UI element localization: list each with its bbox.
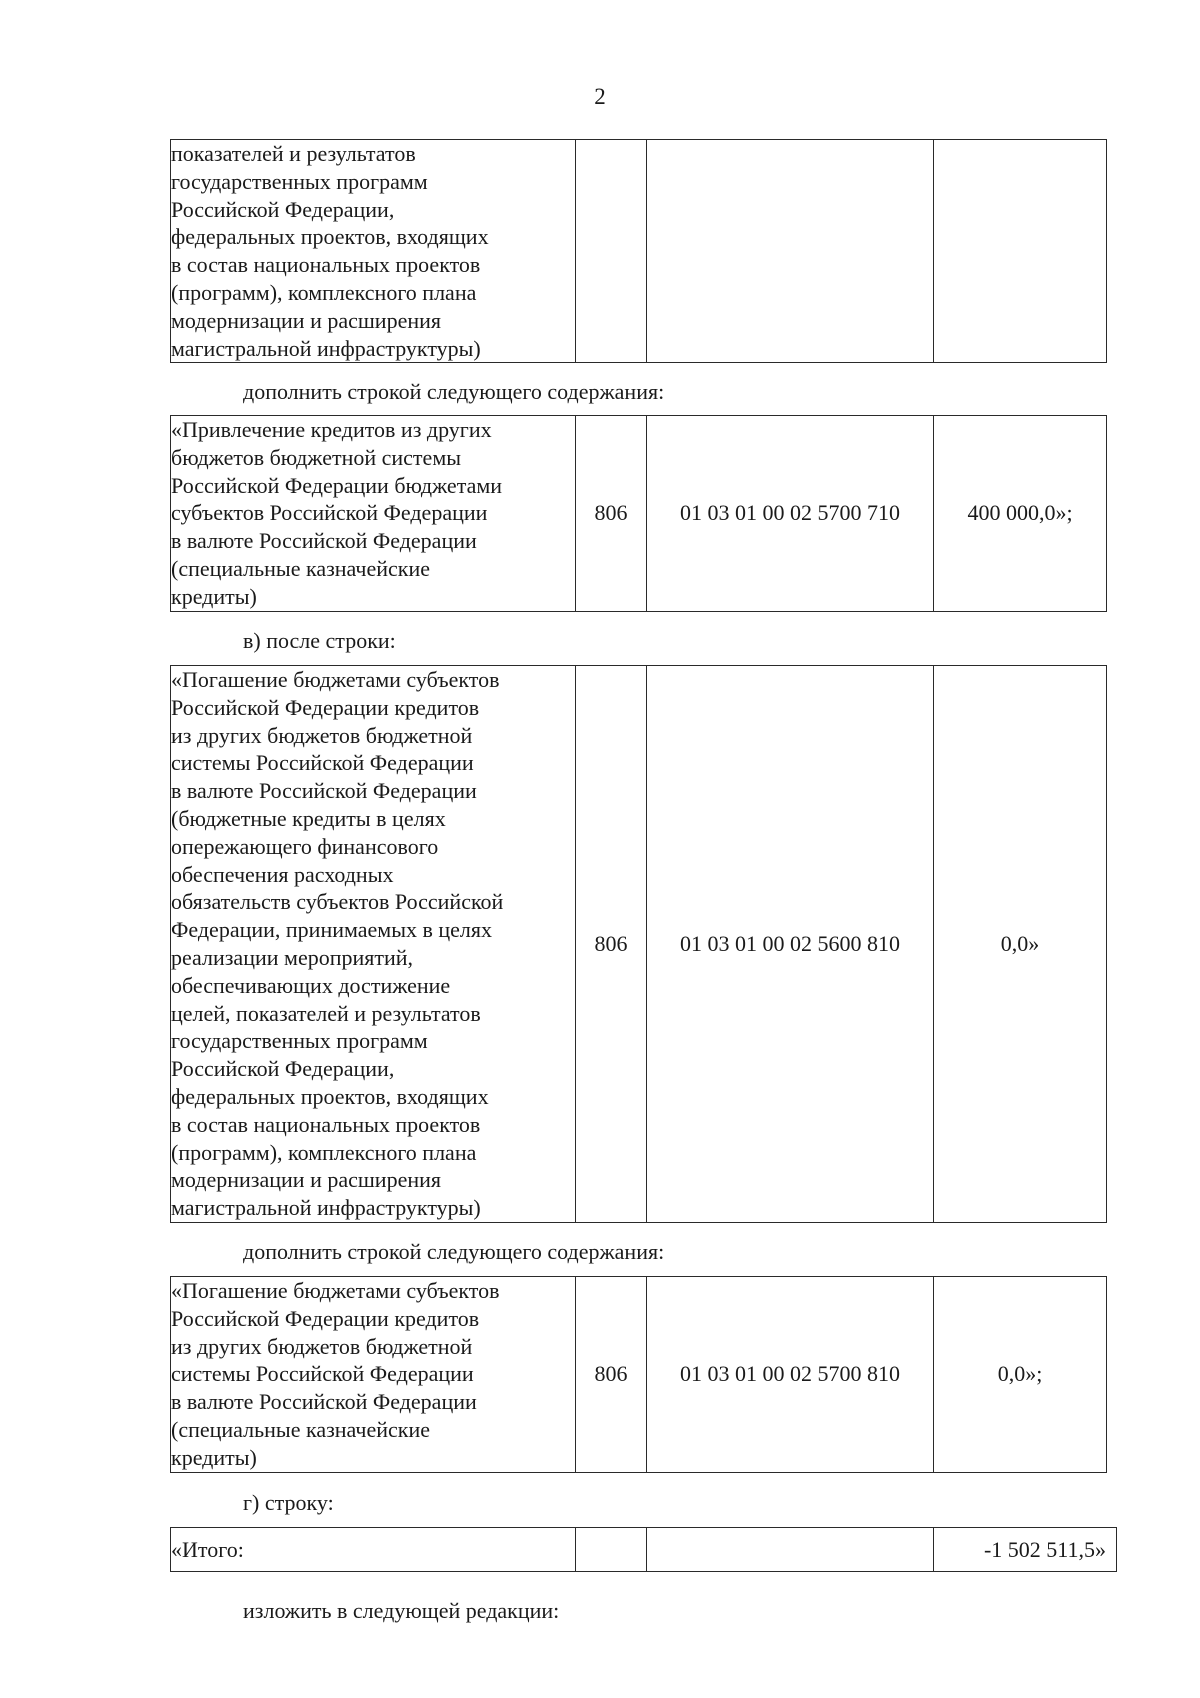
instruction-paragraph: г) строку: bbox=[243, 1490, 334, 1515]
amount-cell: 0,0» bbox=[934, 666, 1107, 1223]
description-line: государственных программ bbox=[171, 168, 428, 194]
description-line: кредиты) bbox=[171, 583, 257, 609]
repayment-advance-table bbox=[170, 665, 1107, 1223]
description-line: Федерации, принимаемых в целях bbox=[171, 917, 493, 943]
repayment-treasury-table bbox=[170, 1276, 1107, 1473]
description-line: бюджетов бюджетной системы bbox=[171, 444, 462, 470]
description-line: магистральной инфраструктуры) bbox=[171, 1195, 481, 1221]
total-amount-cell: -1 502 511,5» bbox=[934, 1528, 1117, 1572]
description-line: из других бюджетов бюджетной bbox=[171, 1333, 473, 1359]
description-line: магистральной инфраструктуры) bbox=[171, 335, 481, 361]
description-line: в состав национальных проектов bbox=[171, 252, 481, 278]
description-line: «Погашение бюджетами субъектов bbox=[171, 1278, 500, 1303]
admin-code-cell: 806 bbox=[576, 1277, 647, 1473]
description-line: модернизации и расширения bbox=[171, 307, 442, 333]
description-line: обязательств субъектов Российской bbox=[171, 889, 504, 915]
credits-attraction-table bbox=[170, 415, 1107, 612]
amount-cell bbox=[934, 140, 1107, 363]
description-line: (программ), комплексного плана bbox=[171, 279, 477, 305]
page-number: 2 bbox=[594, 84, 606, 109]
table-row bbox=[171, 666, 1107, 1223]
total-table bbox=[170, 1527, 1117, 1572]
description-line: из других бюджетов бюджетной bbox=[171, 722, 473, 748]
description-line: (программ), комплексного плана bbox=[171, 1139, 477, 1165]
instruction-paragraph: дополнить строкой следующего содержания: bbox=[243, 379, 665, 404]
description-line: показателей и результатов bbox=[171, 141, 416, 166]
amount-cell: 400 000,0»; bbox=[934, 416, 1107, 612]
description-line: субъектов Российской Федерации bbox=[171, 500, 488, 526]
table-row bbox=[171, 140, 1107, 363]
description-line: обеспечивающих достижение bbox=[171, 972, 451, 998]
table-row bbox=[171, 416, 1107, 612]
description-line: Российской Федерации бюджетами bbox=[171, 472, 503, 498]
admin-code-cell: 806 bbox=[576, 666, 647, 1223]
description-line: обеспечения расходных bbox=[171, 861, 394, 887]
description-line: реализации мероприятий, bbox=[171, 944, 414, 970]
description-line: «Погашение бюджетами субъектов bbox=[171, 667, 500, 692]
description-line: модернизации и расширения bbox=[171, 1167, 442, 1193]
description-line: опережающего финансового bbox=[171, 833, 439, 859]
continuation-table bbox=[170, 139, 1107, 363]
description-line: (специальные казначейские bbox=[171, 1416, 431, 1442]
description-line: государственных программ bbox=[171, 1028, 428, 1054]
table-row bbox=[171, 1277, 1107, 1473]
admin-code-cell: 806 bbox=[576, 416, 647, 612]
description-line: Российской Федерации, bbox=[171, 1056, 395, 1082]
description-line: (бюджетные кредиты в целях bbox=[171, 805, 446, 831]
description-line: федеральных проектов, входящих bbox=[171, 1083, 489, 1109]
description-line: Российской Федерации кредитов bbox=[171, 694, 480, 720]
budget-code-cell bbox=[647, 140, 934, 363]
description-line: кредиты) bbox=[171, 1444, 257, 1470]
description-line: в валюте Российской Федерации bbox=[171, 778, 477, 804]
description-line: Российской Федерации кредитов bbox=[171, 1305, 480, 1331]
admin-code-cell bbox=[576, 140, 647, 363]
budget-code-cell: 01 03 01 00 02 5600 810 bbox=[647, 666, 934, 1223]
description-line: системы Российской Федерации bbox=[171, 1361, 474, 1387]
description-line: Российской Федерации, bbox=[171, 196, 395, 222]
instruction-paragraph: дополнить строкой следующего содержания: bbox=[243, 1239, 665, 1264]
budget-code-cell bbox=[647, 1528, 934, 1572]
row-description-cell bbox=[171, 1528, 576, 1572]
budget-code-cell: 01 03 01 00 02 5700 810 bbox=[647, 1277, 934, 1473]
row-description-cell bbox=[171, 140, 576, 363]
description-line: «Привлечение кредитов из других bbox=[171, 417, 492, 442]
description-line: в валюте Российской Федерации bbox=[171, 528, 477, 554]
description-line: в состав национальных проектов bbox=[171, 1111, 481, 1137]
instruction-paragraph: изложить в следующей редакции: bbox=[243, 1598, 560, 1623]
instruction-paragraph: в) после строки: bbox=[243, 628, 396, 653]
amount-cell: 0,0»; bbox=[934, 1277, 1107, 1473]
admin-code-cell bbox=[576, 1528, 647, 1572]
description-line: (специальные казначейские bbox=[171, 555, 431, 581]
row-description-cell bbox=[171, 416, 576, 612]
description-line: системы Российской Федерации bbox=[171, 750, 474, 776]
row-description-cell bbox=[171, 1277, 576, 1473]
description-line: целей, показателей и результатов bbox=[171, 1000, 481, 1026]
table-row bbox=[171, 1528, 1117, 1572]
total-label: «Итого: bbox=[171, 1536, 244, 1562]
budget-code-cell: 01 03 01 00 02 5700 710 bbox=[647, 416, 934, 612]
description-line: в валюте Российской Федерации bbox=[171, 1389, 477, 1415]
row-description-cell bbox=[171, 666, 576, 1223]
description-line: федеральных проектов, входящих bbox=[171, 224, 489, 250]
